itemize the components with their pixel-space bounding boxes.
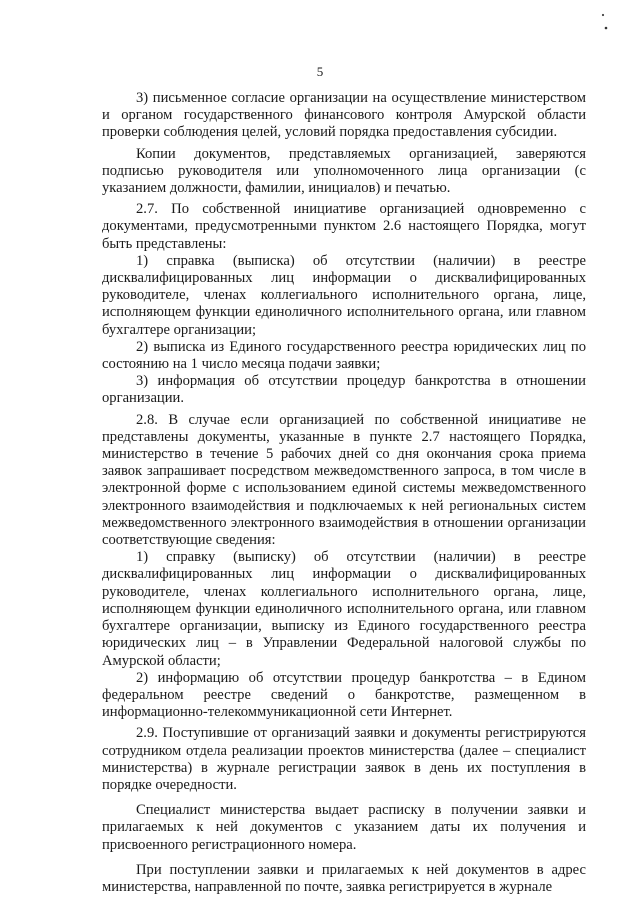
document-body [102, 90, 586, 896]
paragraph-item-3-consent: 3) письменное согласие организации на осуществление министерством и органом государственного финансового контроля Амурской области проверки соблюдения целей, условий порядка предоставления субсидии. [102, 90, 586, 141]
paragraph-2-8-item-2: 2) информацию об отсутствии процедур банкротства – в Едином федеральном реестре сведений о банкротстве, размещенном в информационно-телекоммуникационной сети Интернет. [102, 669, 586, 721]
page-number: 5 [316, 64, 324, 79]
paragraph-2-8-item-1: 1) справку (выписку) об отсутствии (наличии) в реестре дисквалифицированных лиц информации о дисквалифицированных руководителе, членах коллегиального исполнительного органа, лице, исполняющем функции единоличного исполнительного органа, или главном бухгалтере организации, выписку из Единого государственного реестра юридических лиц – в Управлении Федеральной налоговой службы по Амурской области; [102, 549, 586, 669]
paragraph-2-7-item-3: 3) информация об отсутствии процедур банкротства в отношении организации. [102, 373, 586, 407]
paragraph-2-7-item-1: 1) справка (выписка) об отсутствии (наличии) в реестре дисквалифицированных лиц информации о дисквалифицированных руководителе, членах коллегиального исполнительного органа, лице, исполняющем функции единоличного исполнительного органа, или главном бухгалтере организации; [102, 252, 586, 338]
paragraph-clause-2-7: 2.7. По собственной инициативе организацией одновременно с документами, предусмотренными пунктом 2.6 настоящего Порядка, могут быть представлены: [102, 201, 586, 252]
paragraph-receipt-issuance: Специалист министерства выдает расписку в получении заявки и прилагаемых к ней документов с указанием даты их получения и присвоенного регистрационного номера. [102, 802, 586, 853]
paragraph-2-7-item-2: 2) выписка из Единого государственного реестра юридических лиц по состоянию на 1 число месяца подачи заявки; [102, 338, 586, 373]
paragraph-clause-2-9: 2.9. Поступившие от организаций заявки и документы регистрируются сотрудником отдела реализации проектов министерства (далее – специалист министерства) в журнале регистрации заявок в день их поступления в порядке очередности. [102, 725, 586, 793]
scan-specks [600, 12, 610, 32]
paragraph-postal-submission: При поступлении заявки и прилагаемых к ней документов в адрес министерства, направленной по почте, заявка регистрируется в журнале [102, 861, 586, 895]
paragraph-clause-2-8: 2.8. В случае если организацией по собственной инициативе не представлены документы, указанные в пункте 2.7 настоящего Порядка, министерство в течение 5 рабочих дней со дня окончания срока приема заявок запрашивает посредством межведомственного запроса, в том числе в электронной форме с использованием единой системы межведомственного электронного взаимодействия и подключаемых к ней региональных систем межведомственного электронного взаимодействия в отношении организации соответствующие сведения: [102, 411, 586, 549]
paragraph-copies-certification: Копии документов, представляемых организацией, заверяются подписью руководителя или уполномоченного лица организации (с указанием должности, фамилии, инициалов) и печатью. [102, 145, 586, 197]
